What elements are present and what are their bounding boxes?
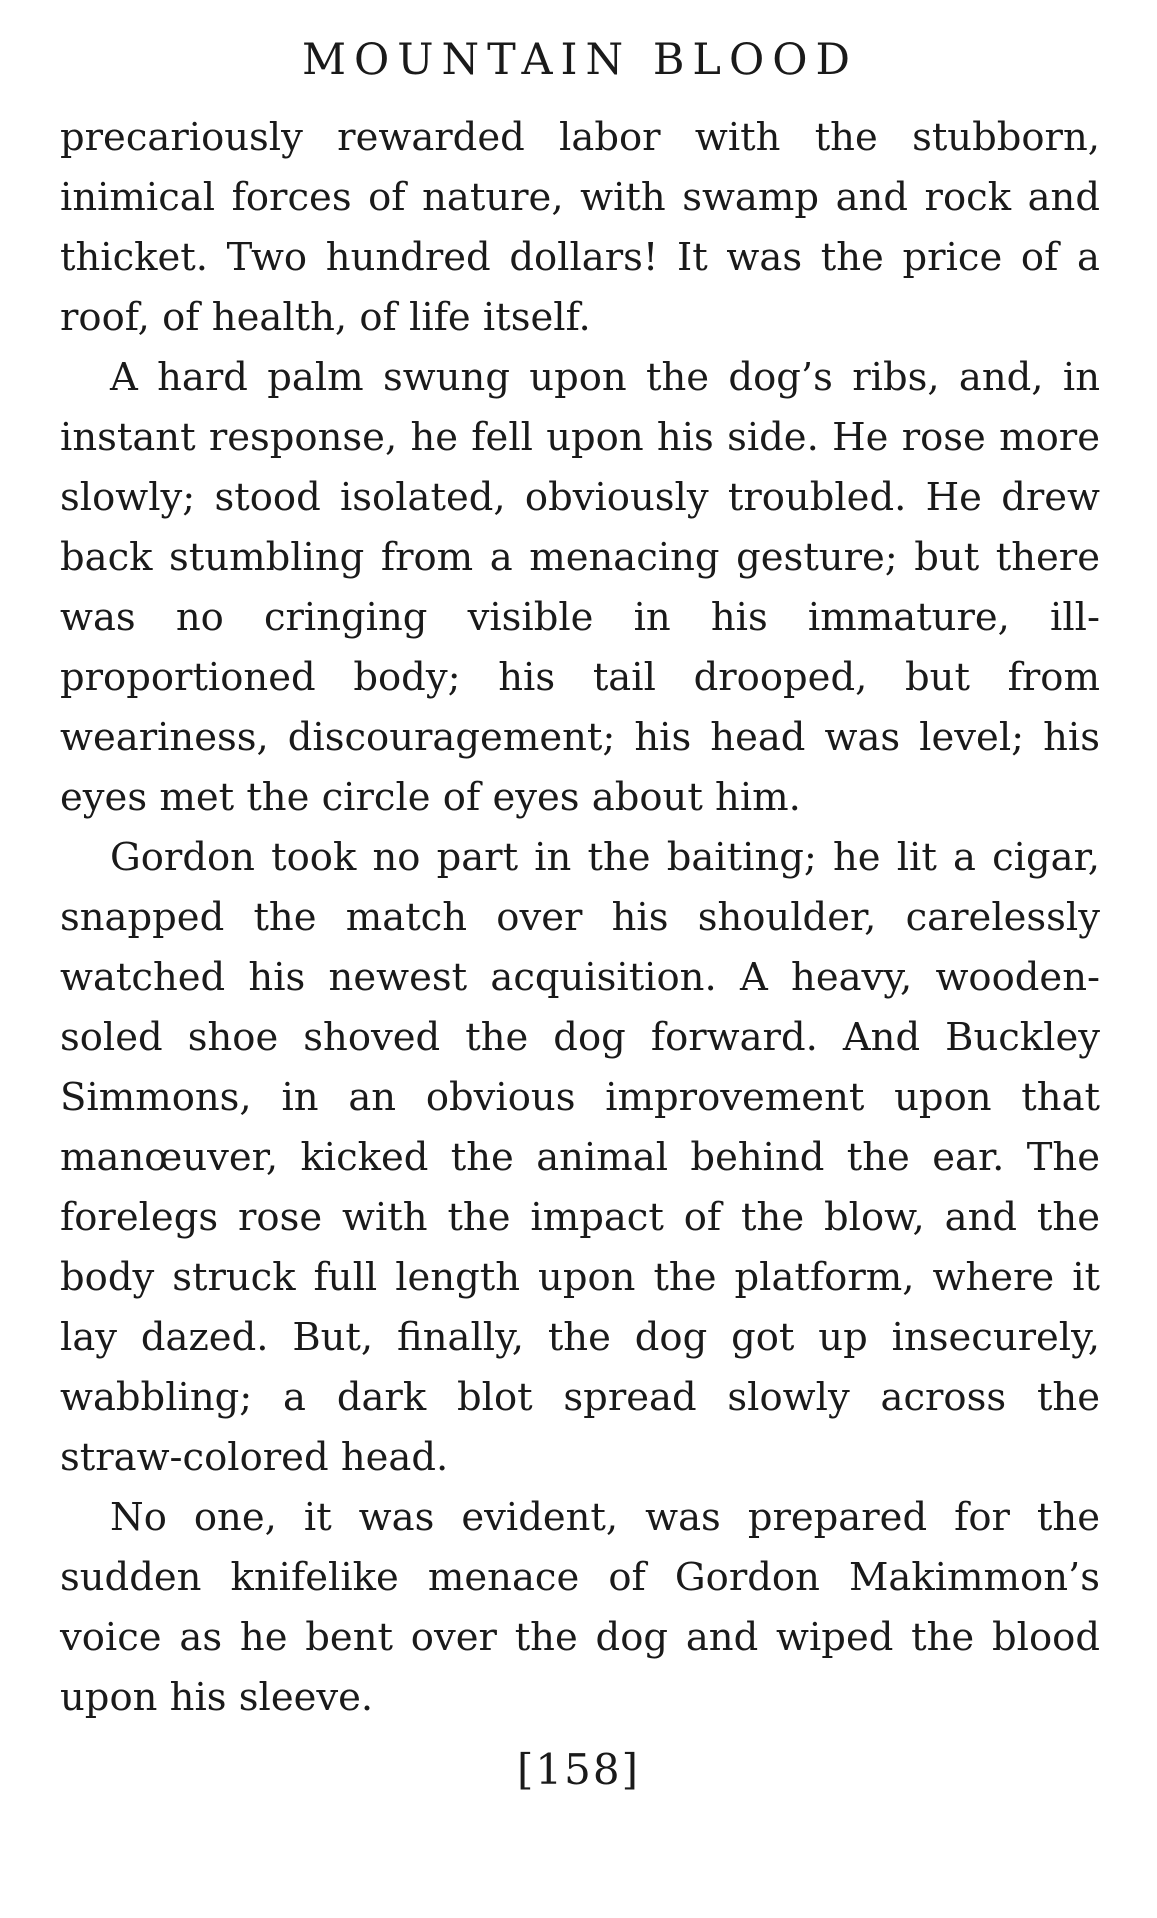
running-head: MOUNTAIN BLOOD [302, 35, 858, 85]
paragraph: A hard palm swung upon the dog’s ribs, and, in instant response, he fell upon his side. He rose more slowly; stood isolated, obviously troubled. He drew back stumbling from a menacing gesture; but there was no cringing visible in his immature, ill-proportioned body; his tail drooped, but from weariness, discouragement; his head was level; his eyes met the circle of eyes about him. [60, 355, 1100, 820]
book-page [60, 30, 1100, 1728]
paragraph-continued: precariously rewarded labor with the stubborn, inimical forces of nature, with swamp and rock and thicket. Two hundred dollars! It was the price of a roof, of health, of life itself. [60, 115, 1100, 340]
paragraph: No one, it was evident, was prepared for the sudden knifelike menace of Gordon Makimmon’s voice as he bent over the dog and wiped the blood upon his sleeve. [60, 1495, 1100, 1720]
paragraph: Gordon took no part in the baiting; he lit a cigar, snapped the match over his shoulder, carelessly watched his newest acquisition. A heavy, wooden-soled shoe shoved the dog forward. And Buckley Simmons, in an obvious improvement upon that manœuver, kicked the animal behind the ear. The forelegs rose with the impact of the blow, and the body struck full length upon the platform, where it lay dazed. But, finally, the dog got up insecurely, wabbling; a dark blot spread slowly across the straw-colored head. [60, 835, 1100, 1480]
page-number: [158] [517, 1745, 640, 1794]
